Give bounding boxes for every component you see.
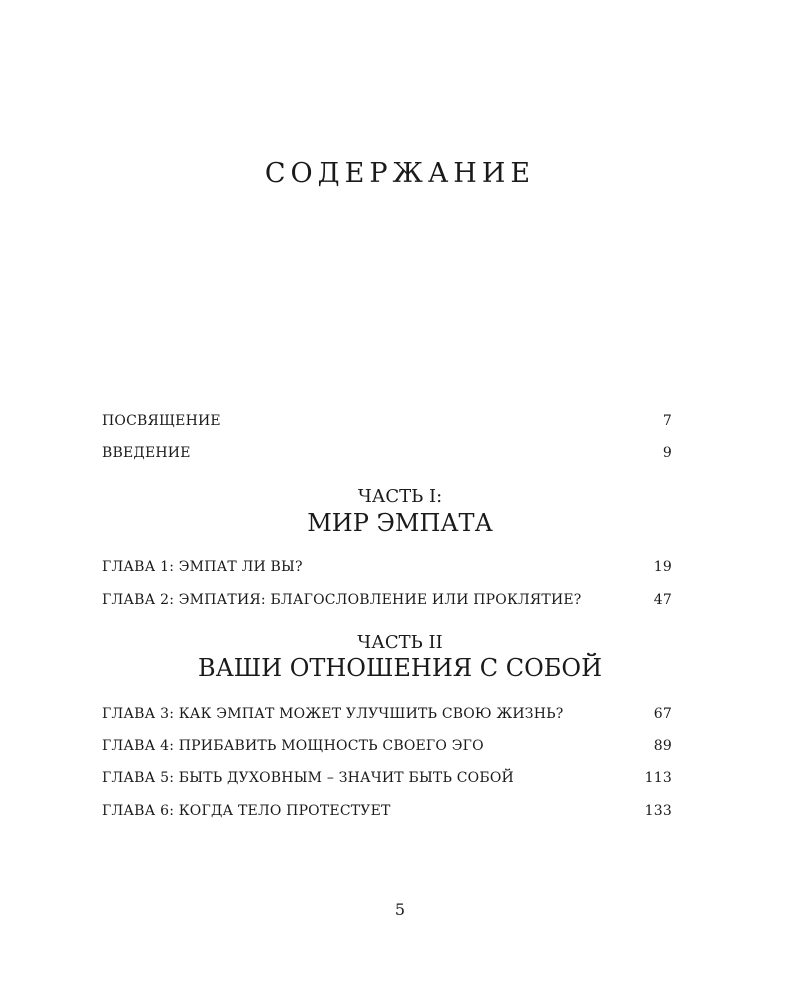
toc-entry-label: ГЛАВА 1: ЭМПАТ ЛИ ВЫ? [102, 559, 303, 575]
toc-entry-label: ГЛАВА 3: КАК ЭМПАТ МОЖЕТ УЛУЧШИТЬ СВОЮ ЖИЗНЬ? [102, 706, 564, 722]
toc-entry-page: 9 [662, 445, 672, 461]
toc-entry-page: 89 [653, 738, 672, 754]
toc-entry-label: ПОСВЯЩЕНИЕ [102, 413, 221, 429]
toc-entry-dedication [102, 410, 672, 432]
toc-entry-page: 47 [653, 592, 672, 608]
toc-entry-label: ГЛАВА 4: ПРИБАВИТЬ МОЩНОСТЬ СВОЕГО ЭГО [102, 738, 484, 754]
toc-entry-page: 67 [653, 706, 672, 722]
toc-entry-chapter-1 [102, 556, 672, 578]
toc-entry-chapter-6 [102, 800, 672, 822]
part-1-label: ЧАСТЬ I: [357, 486, 443, 507]
toc-entry-label: ВВЕДЕНИЕ [102, 445, 191, 461]
toc-entry-chapter-2 [102, 589, 672, 611]
toc-entry-page: 113 [644, 770, 672, 786]
page-number: 5 [394, 900, 406, 919]
toc-entry-chapter-4 [102, 735, 672, 757]
toc-entry-page: 133 [644, 803, 672, 819]
part-1-title: МИР ЭМПАТА [307, 509, 493, 537]
toc-entry-page: 7 [662, 413, 672, 429]
part-2-title: ВАШИ ОТНОШЕНИЯ С СОБОЙ [197, 654, 603, 682]
toc-entry-chapter-5 [102, 767, 672, 789]
toc-entry-introduction [102, 442, 672, 464]
toc-entry-label: ГЛАВА 2: ЭМПАТИЯ: БЛАГОСЛОВЛЕНИЕ ИЛИ ПРОКЛЯТИЕ? [102, 592, 582, 608]
toc-entry-page: 19 [653, 559, 672, 575]
toc-entry-label: ГЛАВА 6: КОГДА ТЕЛО ПРОТЕСТУЕТ [102, 803, 391, 819]
toc-entry-chapter-3 [102, 703, 672, 725]
part-2-label: ЧАСТЬ II [357, 632, 443, 653]
page-title: СОДЕРЖАНИЕ [264, 158, 536, 189]
toc-entry-label: ГЛАВА 5: БЫТЬ ДУХОВНЫМ – ЗНАЧИТ БЫТЬ СОБОЙ [102, 770, 514, 786]
